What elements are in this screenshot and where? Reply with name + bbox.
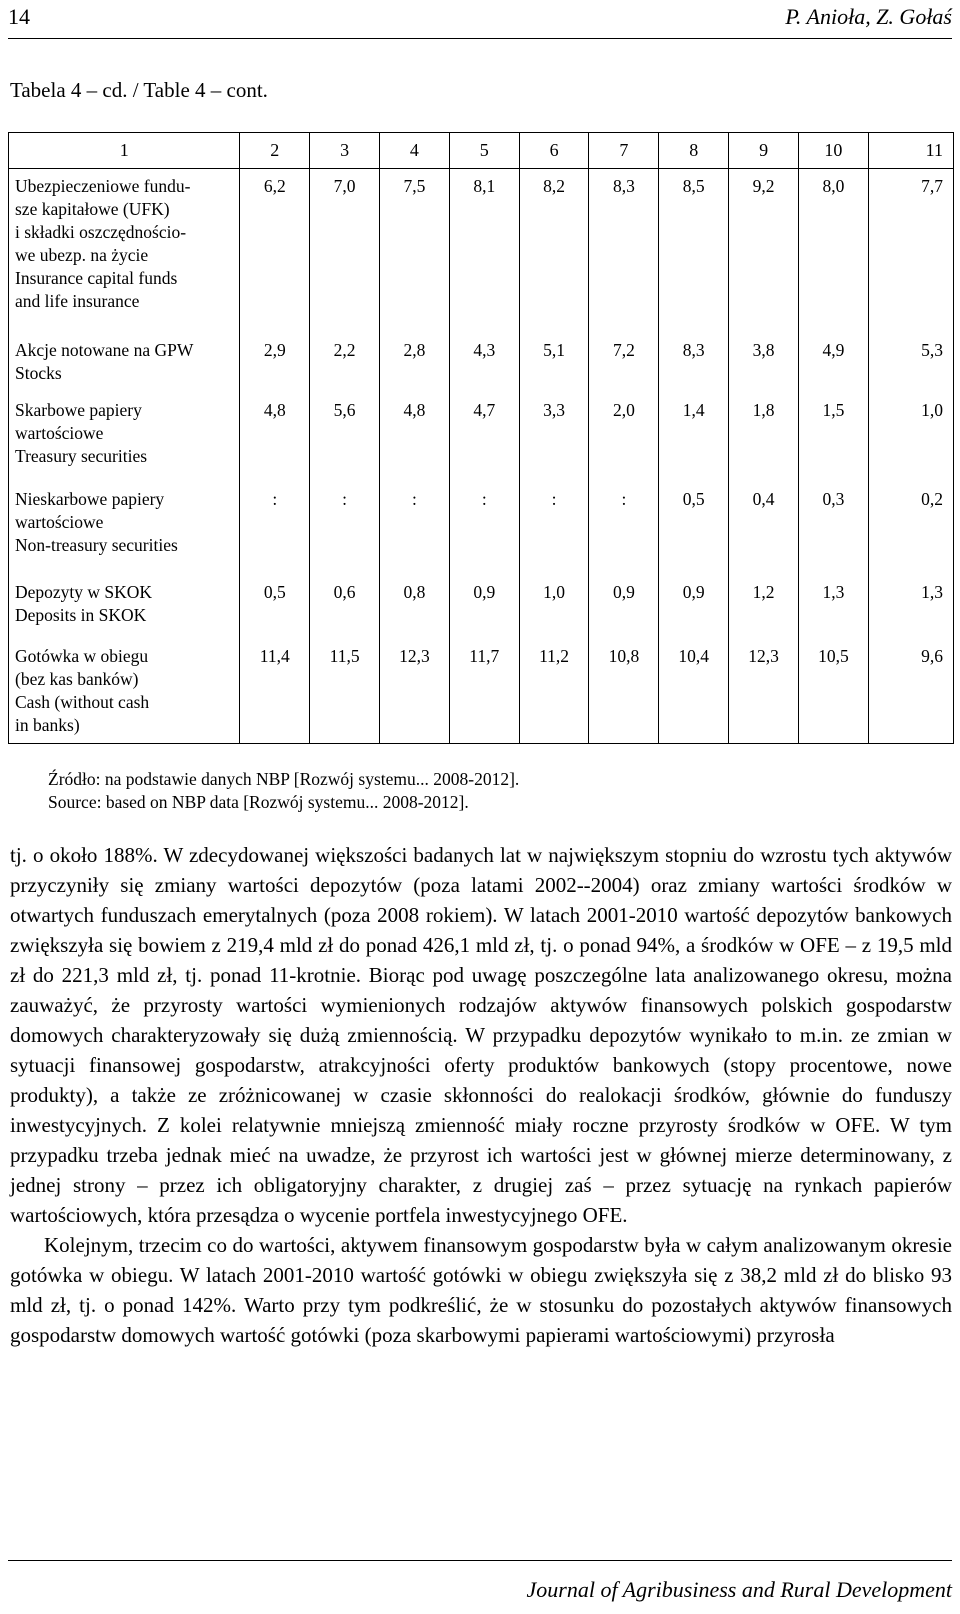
running-head-authors: P. Anioła, Z. Gołaś (785, 4, 952, 29)
row-label (9, 393, 240, 478)
source-en: Source: based on NBP data [Rozwój systemu... 2008-2012]. (48, 792, 469, 812)
cell-value: 4,7 (449, 393, 519, 478)
row-label (9, 637, 240, 744)
row-label-line: Treasury securities (15, 446, 148, 466)
cell-value: 0,3 (799, 478, 869, 569)
cell-value: 0,4 (729, 478, 799, 569)
cell-value: 2,0 (589, 393, 659, 478)
cell-value: 12,3 (380, 637, 450, 744)
cell-value: 8,5 (659, 169, 729, 328)
paragraph-1: tj. o około 188%. W zdecydowanej większości badanych lat w największym stopniu do wzrostu tych aktywów przyczyniły się zmiany wartości depozytów (poza latami 2002--2004) oraz zmiany wartości środków w otwartych funduszach emerytalnych (poza 2008 rokiem). W latach 2001-2010 wartość depozytów bankowych zwiększyła się bowiem z 219,4 mld zł do ponad 426,1 mld zł, tj. o ponad 94%, a środków w OFE – z 19,5 mld zł do 221,3 mld zł, tj. ponad 11-krotnie. Biorąc pod uwagę poszczególne lata analizowanego okresu, można zauważyć, że przyrosty wartości wymienionych rodzajów aktywów finansowych polskich gospodarstw domowych charakteryzowały się dużą zmiennością. W przypadku depozytów wynikało to m.in. ze zmian w sytuacji finansowej gospodarstw, atrakcyjności oferty produktów bankowych (stopy procentowe, nowe produkty), a także ze zróżnicowanej w czasie skłonności do realokacji środków, głównie do funduszy inwestycyjnych. Z kolei relatywnie mniejszą zmienność miały roczne przyrosty środków w OFE. W tym przypadku trzeba jednak mieć na uwadze, że przyrost ich wartości jest w głównej mierze determinowany, z jednej strony – przez ich obligatoryjny charakter, z drugiej zaś – przez sytuację na rynkach papierów wartościowych, która przesądza o wycenie portfela inwestycyjnego OFE. (10, 843, 952, 1227)
cell-value: 10,5 (799, 637, 869, 744)
cell-value: 8,0 (799, 169, 869, 328)
body-text (10, 840, 952, 1350)
column-header-2: 2 (240, 133, 310, 169)
row-label-line: i składki oszczędnościo- (15, 222, 187, 242)
row-label-line: Akcje notowane na GPW (15, 340, 194, 360)
column-header-3: 3 (310, 133, 380, 169)
page-footer (8, 1560, 952, 1602)
journal-name: Journal of Agribusiness and Rural Development (526, 1577, 952, 1602)
cell-value: 2,9 (240, 327, 310, 393)
column-header-9: 9 (729, 133, 799, 169)
page-header (8, 0, 952, 39)
cell-value: 11,5 (310, 637, 380, 744)
column-header-7: 7 (589, 133, 659, 169)
cell-value: 4,9 (799, 327, 869, 393)
row-label-line: Skarbowe papiery (15, 400, 142, 420)
cell-value: 1,3 (799, 569, 869, 637)
paragraph-2: Kolejnym, trzecim co do wartości, aktywem finansowym gospodarstw była w całym analizowanym okresie gotówka w obiegu. W latach 2001-2010 wartość gotówki w obiegu zwiększyła się z 38,2 mld zł do blisko 93 mld zł, tj. o ponad 142%. Warto przy tym podkreślić, że w stosunku do pozostałych aktywów finansowych gospodarstw domowych wartość gotówki (poza skarbowymi papierami wartościowymi) przyrosła (10, 1233, 952, 1347)
row-label-line: Deposits in SKOK (15, 605, 147, 625)
cell-value: 5,6 (310, 393, 380, 478)
cell-value: : (519, 478, 589, 569)
row-label (9, 569, 240, 637)
row-label-line: (bez kas banków) (15, 669, 139, 689)
table-row (9, 478, 954, 569)
cell-value: 4,8 (380, 393, 450, 478)
cell-value: 1,0 (868, 393, 953, 478)
column-header-6: 6 (519, 133, 589, 169)
cell-value: 0,5 (659, 478, 729, 569)
cell-value: 5,3 (868, 327, 953, 393)
row-label-line: Depozyty w SKOK (15, 582, 153, 602)
cell-value: 12,3 (729, 637, 799, 744)
table-row (9, 169, 954, 328)
cell-value: 2,2 (310, 327, 380, 393)
row-label-line: and life insurance (15, 291, 140, 311)
row-label-line: in banks) (15, 715, 80, 735)
cell-value: 10,8 (589, 637, 659, 744)
cell-value: 1,2 (729, 569, 799, 637)
cell-value: 9,2 (729, 169, 799, 328)
table-header-row (9, 133, 954, 169)
row-label-line: Stocks (15, 363, 62, 383)
cell-value: : (240, 478, 310, 569)
row-label (9, 169, 240, 328)
row-label-line: wartościowe (15, 423, 104, 443)
cell-value: 7,7 (868, 169, 953, 328)
table-caption: Tabela 4 – cd. / Table 4 – cont. (10, 78, 268, 102)
cell-value: 0,6 (310, 569, 380, 637)
column-header-1: 1 (9, 133, 240, 169)
cell-value: 7,0 (310, 169, 380, 328)
cell-value: 9,6 (868, 637, 953, 744)
cell-value: 5,1 (519, 327, 589, 393)
cell-value: 1,5 (799, 393, 869, 478)
row-label-line: Cash (without cash (15, 692, 150, 712)
row-label-line: Ubezpieczeniowe fundu- (15, 176, 191, 196)
cell-value: 11,4 (240, 637, 310, 744)
cell-value: 7,2 (589, 327, 659, 393)
cell-value: 1,0 (519, 569, 589, 637)
row-label-line: Insurance capital funds (15, 268, 178, 288)
cell-value: : (310, 478, 380, 569)
cell-value: 1,8 (729, 393, 799, 478)
source-pl: Źródło: na podstawie danych NBP [Rozwój systemu... 2008-2012]. (48, 769, 520, 789)
column-header-11: 11 (868, 133, 953, 169)
row-label-line: wartościowe (15, 512, 104, 532)
column-header-4: 4 (380, 133, 450, 169)
cell-value: 1,3 (868, 569, 953, 637)
cell-value: 0,9 (589, 569, 659, 637)
cell-value: 0,5 (240, 569, 310, 637)
cell-value: 8,2 (519, 169, 589, 328)
data-table (8, 132, 954, 744)
cell-value: 0,8 (380, 569, 450, 637)
cell-value: 0,9 (449, 569, 519, 637)
cell-value: 8,3 (589, 169, 659, 328)
cell-value: 6,2 (240, 169, 310, 328)
row-label (9, 327, 240, 393)
column-header-10: 10 (799, 133, 869, 169)
column-header-8: 8 (659, 133, 729, 169)
row-label-line: Gotówka w obiegu (15, 646, 149, 666)
table-row (9, 569, 954, 637)
row-label-line: sze kapitałowe (UFK) (15, 199, 170, 219)
page-number: 14 (8, 4, 30, 29)
cell-value: 7,5 (380, 169, 450, 328)
table-row (9, 393, 954, 478)
row-label (9, 478, 240, 569)
table-row (9, 327, 954, 393)
cell-value: 3,3 (519, 393, 589, 478)
cell-value: 8,1 (449, 169, 519, 328)
cell-value: 11,2 (519, 637, 589, 744)
column-header-5: 5 (449, 133, 519, 169)
cell-value: 0,2 (868, 478, 953, 569)
row-label-line: we ubezp. na życie (15, 245, 149, 265)
table-row (9, 637, 954, 744)
cell-value: 8,3 (659, 327, 729, 393)
cell-value: 2,8 (380, 327, 450, 393)
cell-value: 1,4 (659, 393, 729, 478)
row-label-line: Nieskarbowe papiery (15, 489, 165, 509)
cell-value: : (589, 478, 659, 569)
cell-value: : (380, 478, 450, 569)
cell-value: 0,9 (659, 569, 729, 637)
cell-value: 4,3 (449, 327, 519, 393)
row-label-line: Non-treasury securities (15, 535, 178, 555)
cell-value: 4,8 (240, 393, 310, 478)
table-source (48, 768, 519, 814)
cell-value: 11,7 (449, 637, 519, 744)
cell-value: : (449, 478, 519, 569)
cell-value: 10,4 (659, 637, 729, 744)
cell-value: 3,8 (729, 327, 799, 393)
